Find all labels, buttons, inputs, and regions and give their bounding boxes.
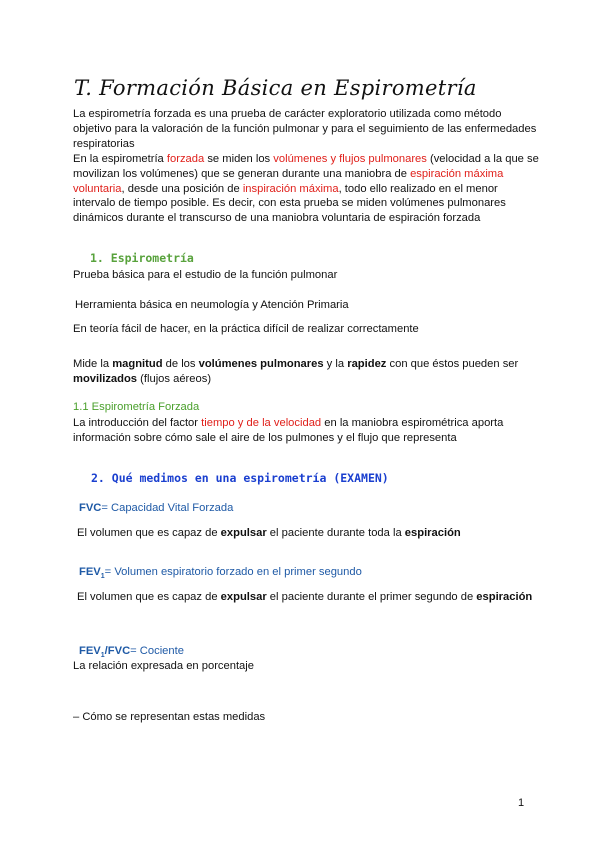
ratio-description: La relación expresada en porcentaje — [73, 660, 254, 672]
fev1-definition: $FEV_1=$ Volumen espiratorio forzado en el primer segundo — [79, 566, 362, 581]
ratio-definition: $FEV_1/FVC=$ Cociente — [79, 645, 184, 660]
term-inspiracion-maxima: inspiración máxima — [242, 182, 339, 195]
section-2-note: – Cómo se representan estas medidas — [73, 711, 266, 723]
fvc-definition: FVC= Capacidad Vital Forzada — [79, 502, 234, 514]
term-volumenes-flujos: volúmenes y flujos pulmonares — [273, 153, 427, 165]
term-espiracion-maxima: espiración máxima voluntaria — [73, 167, 504, 195]
page-title: T. Formación Básica en Espirometría — [74, 76, 477, 100]
page-number: 1 — [518, 797, 525, 809]
term-forzada: forzada — [166, 153, 205, 165]
section-1-heading: 1. Espirometría — [90, 251, 194, 265]
fvc-description: El volumen que es capaz de expulsar el paciente durante toda la espiración — [77, 527, 461, 539]
section-2-heading: 2. Qué medimos en una espirometría (EXAMEN) — [91, 471, 389, 485]
fev1-description: El volumen que es capaz de expulsar el paciente durante el primer segundo de espiración — [77, 591, 533, 603]
subsection-1-1-heading: 1.1 Espirometría Forzada — [73, 401, 200, 413]
subsection-1-1-text: La introducción del factor tiempo y de la velocidad en la maniobra espirométrica aporta información sobre cómo sale el aire de los pulmones y el flujo que representa — [73, 417, 504, 444]
section-1-line-2: Herramienta básica en neumología y Atención Primaria — [75, 299, 349, 311]
intro-paragraph-2: En la espirometría forzada se miden los volúmenes y flujos pulmonares (velocidad a la que se movilizan los volúmenes) que se generan durante una maniobra de espiración máxima voluntaria, desde una posición de inspiración máxima, todo ello realizado en el menor intervalo de tiempo posible. Es decir, con esta prueba se miden volúmenes pulmonares dinámicos durante el transcurso de una maniobra voluntaria de espiración forzada — [73, 153, 539, 225]
section-1-line-1: Prueba básica para el estudio de la función pulmonar — [73, 269, 338, 281]
section-1-mide: Mide la magnitud de los volúmenes pulmonares y la rapidez con que éstos pueden ser movilizados (flujos aéreos) — [73, 358, 519, 385]
section-1-line-3: En teoría fácil de hacer, en la práctica difícil de realizar correctamente — [73, 323, 419, 335]
intro-paragraph-1: La espirometría forzada es una prueba de carácter exploratorio utilizada como método objetivo para la valoración de la función pulmonar y para el seguimiento de las enfermedades respiratorias — [73, 108, 537, 150]
